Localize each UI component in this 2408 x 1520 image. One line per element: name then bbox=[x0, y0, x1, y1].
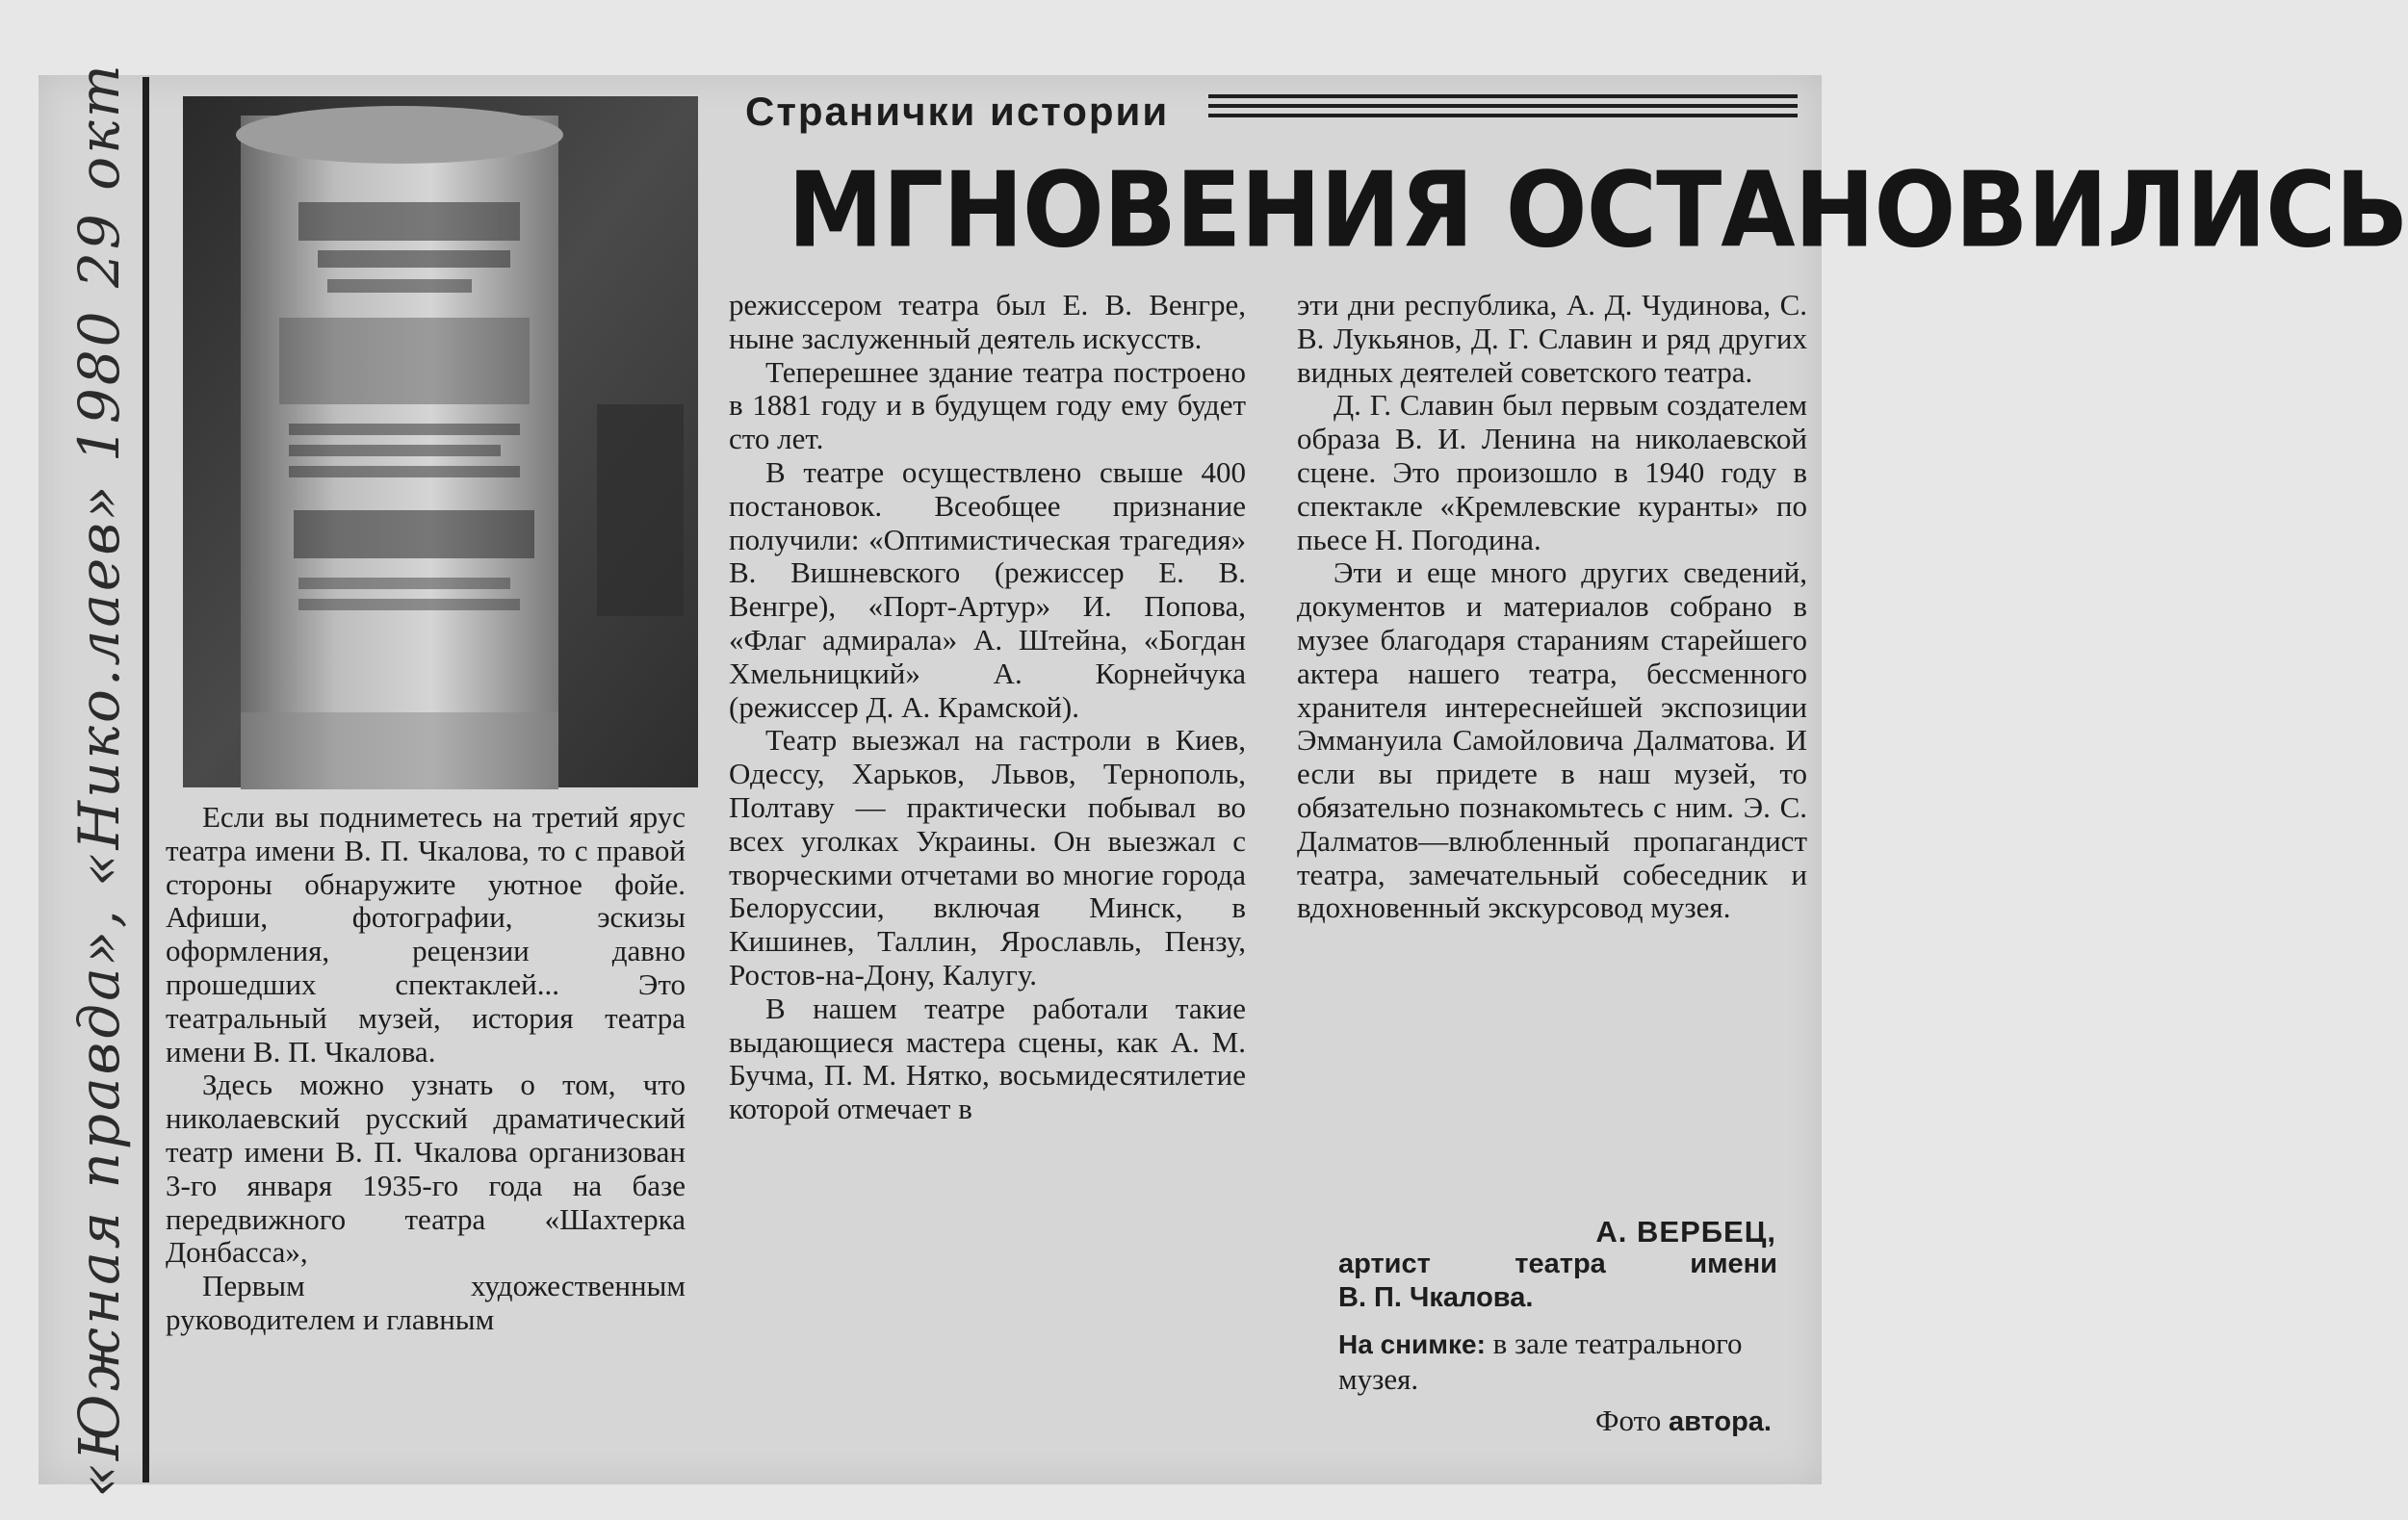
paragraph: В театре осуществлено свыше 400 постановок. Всеобщее признание получили: «Оптимистическая трагедия» В. Вишневского (режиссер Е. В. Венгре), «Порт-Артур» И. Попова, «Флаг адмирала» А. Штейна, «Богдан Хмельницкий» А. Корнейчука (режиссер Д. А. Крамской). bbox=[729, 454, 1246, 724]
article-column-3 bbox=[1297, 289, 1807, 925]
margin-rule bbox=[142, 77, 149, 1482]
article-photo bbox=[183, 96, 698, 787]
paragraph: Первым художественным руководителем и главным bbox=[166, 1269, 686, 1336]
paragraph: Д. Г. Славин был первым создателем образа В. И. Ленина на николаевской сцене. Это произошло в 1940 году в спектакле «Кремлевские куранты» по пьесе Н. Погодина. bbox=[1297, 388, 1807, 556]
paragraph: Если вы подниметесь на третий ярус театра имени В. П. Чкалова, то с правой стороны обнаружите уютное фойе. Афиши, фотографии, эскизы оформления, рецензии давно прошедших спектаклей... Это театральный музей, история театра имени В. П. Чкалова. bbox=[166, 800, 686, 1069]
article-column-2 bbox=[729, 289, 1246, 1126]
handwritten-note bbox=[46, 62, 152, 1498]
credit-prefix: Фото bbox=[1595, 1404, 1669, 1437]
rubric-title: Странички истории bbox=[745, 89, 1170, 134]
photo-caption bbox=[1338, 1327, 1781, 1397]
credit-author: автора. bbox=[1668, 1406, 1772, 1437]
article-column-1 bbox=[166, 801, 686, 1337]
paragraph: эти дни республика, А. Д. Чудинова, С. В. Лукьянов, Д. Г. Славин и ряд других видных деятелей советского театра. bbox=[1297, 288, 1807, 389]
paragraph: режиссером театра был Е. В. Венгре, ныне заслуженный деятель искусств. bbox=[729, 288, 1246, 355]
author-name: А. ВЕРБЕЦ, bbox=[1595, 1215, 1776, 1249]
paragraph: В нашем театре работали такие выдающиеся мастера сцены, как А. М. Бучма, П. М. Нятко, восьмидесятилетие которой отмечает в bbox=[729, 991, 1246, 1126]
author-role-continued: В. П. Чкалова. bbox=[1338, 1282, 1534, 1313]
paragraph: Эти и еще много других сведений, документов и материалов собрано в музее благодаря стараниям старейшего актера нашего театра, бессменного хранителя интереснейшей экспозиции Эммануила Самойловича Далматова. И если вы придете в наш музей, то обязательно познакомьтесь с ним. Э. С. Далматов—влюбленный пропагандист театра, замечательный собеседник и вдохновенный экскурсовод музея. bbox=[1297, 555, 1807, 925]
headline: МГНОВЕНИЯ ОСТАНОВИЛИСЬ bbox=[788, 149, 2408, 271]
rubric-rules bbox=[1208, 94, 1798, 131]
paragraph: Теперешнее здание театра построено в 1881 году и в будущем году ему будет сто лет. bbox=[729, 354, 1246, 456]
caption-text: в зале театрального музея. bbox=[1338, 1327, 1743, 1396]
photo-credit bbox=[1338, 1404, 1772, 1438]
caption-label: На снимке: bbox=[1338, 1329, 1486, 1359]
paragraph: Здесь можно узнать о том, что николаевский русский драматический театр имени В. П. Чкалова организован 3-го января 1935-го года на базе передвижного театра «Шахтерка Донбасса», bbox=[166, 1068, 686, 1270]
paragraph: Театр выезжал на гастроли в Киев, Одессу, Харьков, Львов, Тернополь, Полтаву — практически побывал во всех уголках Украины. Он выезжал с творческими отчетами во многие города Белоруссии, включая Минск, в Кишинев, Таллин, Ярославль, Пензу, Ростов-на-Дону, Калугу. bbox=[729, 723, 1246, 992]
handwritten-note-text: «Южная правда», «Нико.лаев» 1980 29 окт bbox=[66, 62, 132, 1498]
museum-photo-image bbox=[183, 96, 698, 787]
author-role: артист театра имени bbox=[1338, 1249, 1777, 1279]
